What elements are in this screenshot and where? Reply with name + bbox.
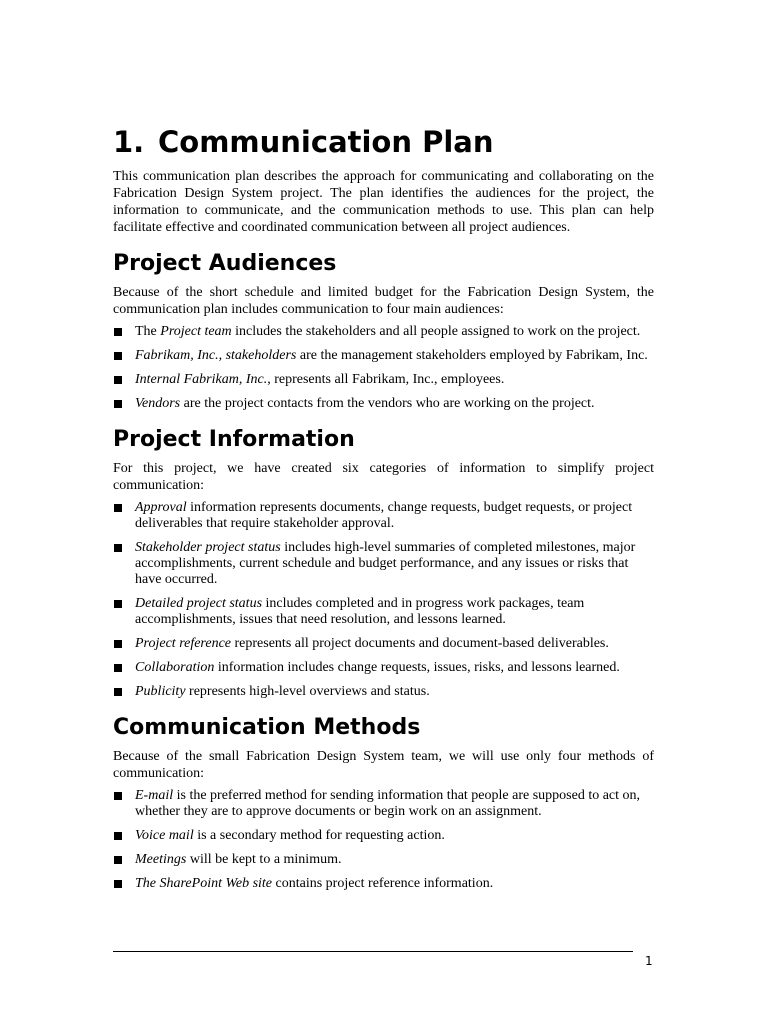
item-text: will be kept to a minimum. <box>186 852 342 867</box>
list-item <box>113 684 654 700</box>
list-item <box>113 540 654 588</box>
item-text: information includes change requests, issues, risks, and lessons learned. <box>214 660 620 675</box>
item-term: Detailed project status <box>135 596 263 611</box>
information-list <box>113 500 654 700</box>
page-title <box>113 124 654 160</box>
item-term: Approval <box>135 500 187 515</box>
title-number: 1. <box>113 125 145 159</box>
item-text: are the project contacts from the vendors who are working on the project. <box>180 396 595 411</box>
list-item <box>113 396 654 412</box>
square-bullet-icon <box>114 504 122 512</box>
item-text: is the preferred method for sending information that people are supposed to act on, whether they are to approve documents or begin work on an assignment. <box>135 788 641 819</box>
square-bullet-icon <box>114 640 122 648</box>
square-bullet-icon <box>114 856 122 864</box>
item-term: Voice mail <box>135 828 194 843</box>
square-bullet-icon <box>114 376 122 384</box>
item-term: Project reference <box>135 636 232 651</box>
item-text: includes the stakeholders and all people assigned to work on the project. <box>231 324 641 339</box>
list-item <box>113 348 654 364</box>
item-text: includes completed and in progress work packages, team accomplishments, issues that need resolution, and lessons learned. <box>135 596 585 627</box>
item-text: represents all project documents and document-based deliverables. <box>231 636 609 651</box>
audiences-list <box>113 324 654 412</box>
square-bullet-icon <box>114 352 122 360</box>
methods-intro: Because of the small Fabrication Design System team, we will use only four methods of communication: <box>113 749 654 781</box>
item-term: E-mail <box>135 788 174 803</box>
page-number: 1 <box>645 954 653 968</box>
item-term: The SharePoint Web site <box>135 876 273 891</box>
item-text: information represents documents, change requests, budget requests, or project deliverables that require stakeholder approval. <box>135 500 633 531</box>
item-term: Publicity <box>135 684 186 699</box>
item-term: Collaboration <box>135 660 215 675</box>
square-bullet-icon <box>114 880 122 888</box>
item-term: Project team <box>160 324 232 339</box>
audiences-intro: Because of the short schedule and limited budget for the Fabrication Design System, the communication plan includes communication to four main audiences: <box>113 285 654 317</box>
list-item <box>113 324 654 340</box>
item-term: Meetings <box>135 852 187 867</box>
item-lead: The <box>135 324 161 339</box>
item-text: represents high-level overviews and status. <box>185 684 430 699</box>
item-term: Vendors <box>135 396 181 411</box>
item-text: contains project reference information. <box>272 876 494 891</box>
footer-divider <box>113 951 633 952</box>
information-intro: For this project, we have created six categories of information to simplify project communication: <box>113 461 654 493</box>
list-item <box>113 852 654 868</box>
title-text: Communication Plan <box>158 125 494 159</box>
item-term: Fabrikam, Inc., stakeholders <box>135 348 297 363</box>
item-text: are the management stakeholders employed by Fabrikam, Inc. <box>296 348 648 363</box>
intro-paragraph: This communication plan describes the approach for communicating and collaborating on the Fabrication Design System project. The plan identifies the audiences for the project, the information to communicate, and the communication methods to use. This plan can help facilitate effective and coordinated communication between all project audiences. <box>113 169 654 235</box>
list-item <box>113 788 654 820</box>
square-bullet-icon <box>114 792 122 800</box>
item-text: includes high-level summaries of completed milestones, major accomplishments, current schedule and budget performance, and any issues or risks that have occurred. <box>135 540 636 587</box>
list-item <box>113 876 654 892</box>
list-item <box>113 828 654 844</box>
section-heading-methods: Communication Methods <box>113 715 421 740</box>
section-heading-audiences: Project Audiences <box>113 251 337 276</box>
item-text: is a secondary method for requesting action. <box>193 828 445 843</box>
square-bullet-icon <box>114 328 122 336</box>
square-bullet-icon <box>114 688 122 696</box>
document-body <box>113 124 654 900</box>
section-heading-information: Project Information <box>113 427 355 452</box>
square-bullet-icon <box>114 544 122 552</box>
item-text: , represents all Fabrikam, Inc., employees. <box>267 372 505 387</box>
list-item <box>113 660 654 676</box>
square-bullet-icon <box>114 400 122 408</box>
item-term: Stakeholder project status <box>135 540 281 555</box>
list-item <box>113 372 654 388</box>
square-bullet-icon <box>114 832 122 840</box>
list-item <box>113 596 654 628</box>
item-term: Internal Fabrikam, Inc. <box>135 372 268 387</box>
list-item <box>113 636 654 652</box>
square-bullet-icon <box>114 600 122 608</box>
square-bullet-icon <box>114 664 122 672</box>
methods-list <box>113 788 654 892</box>
list-item <box>113 500 654 532</box>
